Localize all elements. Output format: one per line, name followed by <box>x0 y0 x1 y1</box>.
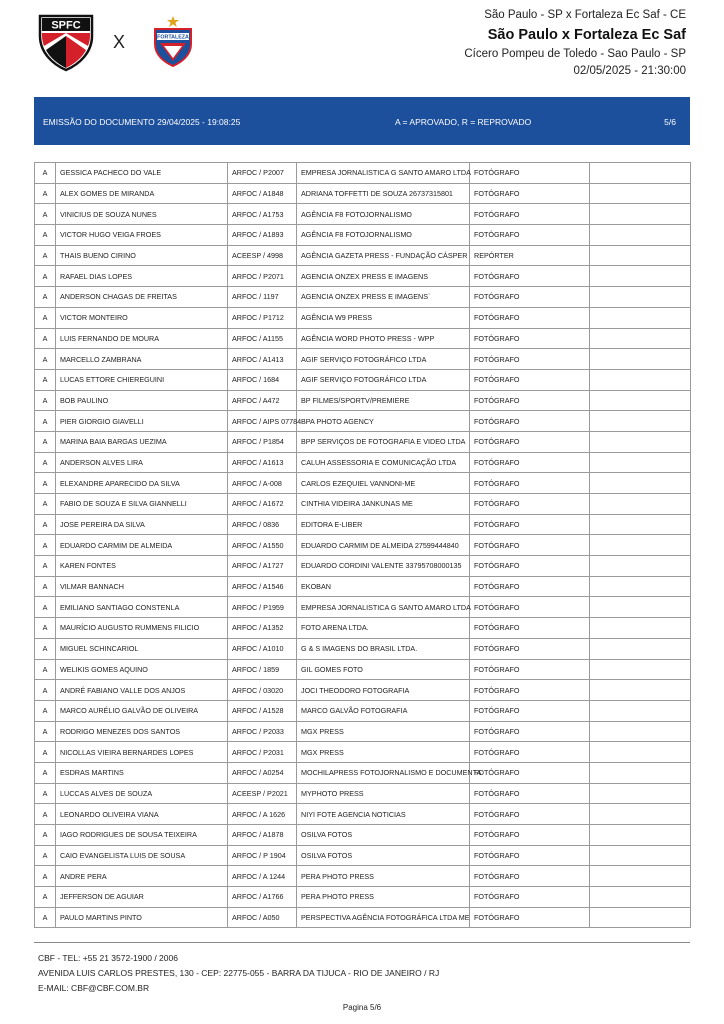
row-company: G & S IMAGENS DO BRASIL LTDA. <box>297 638 470 659</box>
row-name: PIER GIORGIO GIAVELLI <box>56 411 228 432</box>
row-company: BPP SERVIÇOS DE FOTOGRAFIA E VIDEO LTDA <box>297 431 470 452</box>
row-credential: ARFOC / A1155 <box>228 328 297 349</box>
match-subtitle: São Paulo - SP x Fortaleza Ec Saf - CE <box>484 9 686 21</box>
table-row <box>35 659 691 680</box>
row-company: MOCHILAPRESS FOTOJORNALISMO E DOCUMENTA <box>297 762 470 783</box>
row-company: PERA PHOTO PRESS <box>297 887 470 908</box>
row-role: REPÓRTER <box>470 245 590 266</box>
row-credential: ARFOC / A-008 <box>228 473 297 494</box>
row-role: FOTÓGRAFO <box>470 866 590 887</box>
table-row <box>35 369 691 390</box>
row-company: BPA PHOTO AGENCY <box>297 411 470 432</box>
row-role: FOTÓGRAFO <box>470 783 590 804</box>
row-status: A <box>35 556 56 577</box>
row-extra <box>590 390 691 411</box>
row-company: BP FILMES/SPORTV/PREMIERE <box>297 390 470 411</box>
row-name: EMILIANO SANTIAGO CONSTENLA <box>56 597 228 618</box>
fortaleza-crest-text: FORTALEZA <box>157 34 189 41</box>
row-role: FOTÓGRAFO <box>470 825 590 846</box>
table-row <box>35 762 691 783</box>
table-row <box>35 225 691 246</box>
row-role: FOTÓGRAFO <box>470 680 590 701</box>
row-company: NIYI FOTE AGENCIA NOTICIAS <box>297 804 470 825</box>
row-company: GIL GOMES FOTO <box>297 659 470 680</box>
row-status: A <box>35 742 56 763</box>
row-status: A <box>35 659 56 680</box>
row-status: A <box>35 804 56 825</box>
row-name: ALEX GOMES DE MIRANDA <box>56 183 228 204</box>
row-extra <box>590 431 691 452</box>
row-credential: ACEESP / P2021 <box>228 783 297 804</box>
row-role: FOTÓGRAFO <box>470 307 590 328</box>
row-company: EDUARDO CARMIM DE ALMEIDA 27599444840 <box>297 535 470 556</box>
row-extra <box>590 266 691 287</box>
row-role: FOTÓGRAFO <box>470 349 590 370</box>
row-extra <box>590 804 691 825</box>
row-name: THAIS BUENO CIRINO <box>56 245 228 266</box>
row-status: A <box>35 597 56 618</box>
row-role: FOTÓGRAFO <box>470 183 590 204</box>
row-status: A <box>35 721 56 742</box>
row-role: FOTÓGRAFO <box>470 431 590 452</box>
row-name: ANDRÉ FABIANO VALLE DOS ANJOS <box>56 680 228 701</box>
row-extra <box>590 742 691 763</box>
row-credential: ARFOC / A1613 <box>228 452 297 473</box>
row-name: LUIS FERNANDO DE MOURA <box>56 328 228 349</box>
row-name: ELEXANDRE APARECIDO DA SILVA <box>56 473 228 494</box>
row-extra <box>590 825 691 846</box>
row-company: CARLOS EZEQUIEL VANNONI-ME <box>297 473 470 494</box>
row-extra <box>590 680 691 701</box>
table-row <box>35 887 691 908</box>
row-role: FOTÓGRAFO <box>470 618 590 639</box>
row-role: FOTÓGRAFO <box>470 721 590 742</box>
table-row <box>35 638 691 659</box>
row-extra <box>590 721 691 742</box>
row-role: FOTÓGRAFO <box>470 804 590 825</box>
table-row <box>35 452 691 473</box>
row-extra <box>590 183 691 204</box>
row-role: FOTÓGRAFO <box>470 369 590 390</box>
row-status: A <box>35 183 56 204</box>
row-status: A <box>35 783 56 804</box>
row-name: GESSICA PACHECO DO VALE <box>56 163 228 184</box>
row-role: FOTÓGRAFO <box>470 638 590 659</box>
row-status: A <box>35 907 56 928</box>
status-legend: A = APROVADO, R = REPROVADO <box>395 117 532 127</box>
row-name: WELIKIS GOMES AQUINO <box>56 659 228 680</box>
row-status: A <box>35 245 56 266</box>
table-row <box>35 514 691 535</box>
row-name: RAFAEL DIAS LOPES <box>56 266 228 287</box>
row-name: NICOLLAS VIEIRA BERNARDES LOPES <box>56 742 228 763</box>
row-credential: ARFOC / A1893 <box>228 225 297 246</box>
table-row <box>35 680 691 701</box>
table-row <box>35 618 691 639</box>
row-name: VILMAR BANNACH <box>56 576 228 597</box>
row-credential: ARFOC / A1848 <box>228 183 297 204</box>
row-name: MARCELLO ZAMBRANA <box>56 349 228 370</box>
row-company: MGX PRESS <box>297 721 470 742</box>
row-role: FOTÓGRAFO <box>470 742 590 763</box>
table-row <box>35 349 691 370</box>
row-name: ESDRAS MARTINS <box>56 762 228 783</box>
spfc-crest-icon <box>36 14 96 72</box>
row-credential: ARFOC / P 1904 <box>228 845 297 866</box>
row-extra <box>590 700 691 721</box>
table-row <box>35 576 691 597</box>
row-company: EDUARDO CORDINI VALENTE 33795708000135 <box>297 556 470 577</box>
row-extra <box>590 535 691 556</box>
row-status: A <box>35 887 56 908</box>
row-credential: ARFOC / A1753 <box>228 204 297 225</box>
row-role: FOTÓGRAFO <box>470 266 590 287</box>
row-credential: ARFOC / P2033 <box>228 721 297 742</box>
row-credential: ARFOC / P2007 <box>228 163 297 184</box>
page-number: Pagina 5/6 <box>342 1003 382 1012</box>
row-company: PERA PHOTO PRESS <box>297 866 470 887</box>
row-extra <box>590 411 691 432</box>
row-role: FOTÓGRAFO <box>470 287 590 308</box>
credential-table <box>34 162 691 928</box>
table-row <box>35 597 691 618</box>
row-status: A <box>35 618 56 639</box>
row-name: CAIO EVANGELISTA LUIS DE SOUSA <box>56 845 228 866</box>
row-name: MIGUEL SCHINCARIOL <box>56 638 228 659</box>
row-status: A <box>35 431 56 452</box>
row-status: A <box>35 680 56 701</box>
row-status: A <box>35 369 56 390</box>
venue: Cícero Pompeu de Toledo - Sao Paulo - SP <box>464 48 686 60</box>
row-credential: ARFOC / P2071 <box>228 266 297 287</box>
row-credential: ARFOC / 1197 <box>228 287 297 308</box>
row-extra <box>590 349 691 370</box>
table-row <box>35 556 691 577</box>
row-status: A <box>35 845 56 866</box>
emission-date: EMISSÃO DO DOCUMENTO 29/04/2025 - 19:08:25 <box>43 117 241 127</box>
row-name: VICTOR HUGO VEIGA FROES <box>56 225 228 246</box>
footer-address: AVENIDA LUIS CARLOS PRESTES, 130 - CEP: 22775-055 - BARRA DA TIJUCA - RIO DE JANEIRO / RJ <box>38 968 440 978</box>
table-row <box>35 328 691 349</box>
footer-email: E-MAIL: CBF@CBF.COM.BR <box>38 983 150 993</box>
row-name: IAGO RODRIGUES DE SOUSA TEIXEIRA <box>56 825 228 846</box>
row-status: A <box>35 163 56 184</box>
row-role: FOTÓGRAFO <box>470 494 590 515</box>
table-row <box>35 535 691 556</box>
row-name: MARCO AURÉLIO GALVÃO DE OLIVEIRA <box>56 700 228 721</box>
table-row <box>35 804 691 825</box>
row-credential: ARFOC / A 1244 <box>228 866 297 887</box>
row-credential: ARFOC / A0254 <box>228 762 297 783</box>
row-company: EMPRESA JORNALISTICA G SANTO AMARO LTDA <box>297 597 470 618</box>
table-row <box>35 721 691 742</box>
row-status: A <box>35 328 56 349</box>
table-row <box>35 845 691 866</box>
row-role: FOTÓGRAFO <box>470 700 590 721</box>
row-credential: ARFOC / P1854 <box>228 431 297 452</box>
row-status: A <box>35 452 56 473</box>
row-credential: ARFOC / P2031 <box>228 742 297 763</box>
row-credential: ARFOC / 0836 <box>228 514 297 535</box>
row-role: FOTÓGRAFO <box>470 328 590 349</box>
row-status: A <box>35 225 56 246</box>
row-role: FOTÓGRAFO <box>470 452 590 473</box>
row-status: A <box>35 576 56 597</box>
row-company: AGÊNCIA F8 FOTOJORNALISMO <box>297 204 470 225</box>
row-role: FOTÓGRAFO <box>470 887 590 908</box>
spfc-crest-text: SPFC <box>51 19 81 32</box>
row-extra <box>590 597 691 618</box>
row-status: A <box>35 866 56 887</box>
row-company: AGENCIA ONZEX PRESS E IMAGENS <box>297 266 470 287</box>
footer-divider <box>34 942 690 943</box>
row-extra <box>590 494 691 515</box>
row-credential: ARFOC / A1546 <box>228 576 297 597</box>
row-extra <box>590 514 691 535</box>
row-status: A <box>35 390 56 411</box>
row-role: FOTÓGRAFO <box>470 514 590 535</box>
row-company: MARCO GALVÃO FOTOGRAFIA <box>297 700 470 721</box>
table-row <box>35 307 691 328</box>
row-role: FOTÓGRAFO <box>470 473 590 494</box>
row-name: LUCCAS ALVES DE SOUZA <box>56 783 228 804</box>
info-band <box>34 97 690 145</box>
row-credential: ARFOC / P1712 <box>228 307 297 328</box>
row-role: FOTÓGRAFO <box>470 845 590 866</box>
table-row <box>35 866 691 887</box>
row-role: FOTÓGRAFO <box>470 411 590 432</box>
row-company: JOCI THEODORO FOTOGRAFIA <box>297 680 470 701</box>
row-extra <box>590 887 691 908</box>
row-status: A <box>35 514 56 535</box>
row-credential: ARFOC / A1550 <box>228 535 297 556</box>
table-row <box>35 287 691 308</box>
table-row <box>35 825 691 846</box>
row-credential: ARFOC / A1878 <box>228 825 297 846</box>
row-name: KAREN FONTES <box>56 556 228 577</box>
row-credential: ARFOC / A472 <box>228 390 297 411</box>
credential-table-body <box>35 163 691 928</box>
row-credential: ARFOC / A1010 <box>228 638 297 659</box>
table-row <box>35 494 691 515</box>
row-company: AGÊNCIA W9 PRESS <box>297 307 470 328</box>
row-extra <box>590 845 691 866</box>
row-status: A <box>35 762 56 783</box>
row-role: FOTÓGRAFO <box>470 762 590 783</box>
row-extra <box>590 204 691 225</box>
row-company: OSILVA FOTOS <box>297 845 470 866</box>
row-company: AGIF SERVIÇO FOTOGRÁFICO LTDA <box>297 349 470 370</box>
table-row <box>35 183 691 204</box>
row-company: EDITORA E-LIBER <box>297 514 470 535</box>
row-credential: ARFOC / A1766 <box>228 887 297 908</box>
row-role: FOTÓGRAFO <box>470 390 590 411</box>
row-name: RODRIGO MENEZES DOS SANTOS <box>56 721 228 742</box>
row-credential: ARFOC / A1528 <box>228 700 297 721</box>
row-company: MGX PRESS <box>297 742 470 763</box>
row-status: A <box>35 307 56 328</box>
row-status: A <box>35 473 56 494</box>
row-credential: ARFOC / P1959 <box>228 597 297 618</box>
row-company: PERSPECTIVA AGÊNCIA FOTOGRÁFICA LTDA ME <box>297 907 470 928</box>
row-extra <box>590 576 691 597</box>
row-credential: ARFOC / AIPS 07784 <box>228 411 297 432</box>
row-credential: ARFOC / 1684 <box>228 369 297 390</box>
row-company: CALUH ASSESSORIA E COMUNICAÇÃO LTDA <box>297 452 470 473</box>
row-name: JEFFERSON DE AGUIAR <box>56 887 228 908</box>
row-name: VICTOR MONTEIRO <box>56 307 228 328</box>
row-status: A <box>35 700 56 721</box>
page-indicator: 5/6 <box>664 117 676 127</box>
row-role: FOTÓGRAFO <box>470 907 590 928</box>
row-credential: ARFOC / A1413 <box>228 349 297 370</box>
table-row <box>35 163 691 184</box>
row-extra <box>590 556 691 577</box>
row-company: AGÊNCIA F8 FOTOJORNALISMO <box>297 225 470 246</box>
versus-label: X <box>113 32 126 52</box>
footer-phone: CBF - TEL: +55 21 3572-1900 / 2006 <box>38 953 178 963</box>
row-extra <box>590 783 691 804</box>
row-company: MYPHOTO PRESS <box>297 783 470 804</box>
table-row <box>35 411 691 432</box>
row-extra <box>590 659 691 680</box>
row-name: ANDERSON CHAGAS DE FREITAS <box>56 287 228 308</box>
row-company: FOTO ARENA LTDA. <box>297 618 470 639</box>
row-extra <box>590 866 691 887</box>
table-row <box>35 245 691 266</box>
row-extra <box>590 225 691 246</box>
row-credential: ARFOC / A 1626 <box>228 804 297 825</box>
row-extra <box>590 328 691 349</box>
row-name: BOB PAULINO <box>56 390 228 411</box>
row-role: FOTÓGRAFO <box>470 597 590 618</box>
row-status: A <box>35 535 56 556</box>
row-company: AGIF SERVIÇO FOTOGRÁFICO LTDA <box>297 369 470 390</box>
row-status: A <box>35 411 56 432</box>
row-role: FOTÓGRAFO <box>470 556 590 577</box>
row-role: FOTÓGRAFO <box>470 204 590 225</box>
row-company: AGENCIA ONZEX PRESS E IMAGENS` <box>297 287 470 308</box>
row-credential: ARFOC / A1352 <box>228 618 297 639</box>
row-name: VINICIUS DE SOUZA NUNES <box>56 204 228 225</box>
row-name: LEONARDO OLIVEIRA VIANA <box>56 804 228 825</box>
match-title: São Paulo x Fortaleza Ec Saf <box>487 27 686 43</box>
row-status: A <box>35 287 56 308</box>
row-extra <box>590 452 691 473</box>
row-role: FOTÓGRAFO <box>470 576 590 597</box>
row-extra <box>590 163 691 184</box>
table-row <box>35 431 691 452</box>
row-company: EKOBAN <box>297 576 470 597</box>
row-company: AGÊNCIA GAZETA PRESS - FUNDAÇÃO CÁSPER <box>297 245 470 266</box>
row-status: A <box>35 266 56 287</box>
row-name: ANDRE PERA <box>56 866 228 887</box>
match-datetime: 02/05/2025 - 21:30:00 <box>573 65 686 77</box>
row-role: FOTÓGRAFO <box>470 163 590 184</box>
row-extra <box>590 638 691 659</box>
row-status: A <box>35 825 56 846</box>
row-credential: ARFOC / 1859 <box>228 659 297 680</box>
row-extra <box>590 287 691 308</box>
table-row <box>35 742 691 763</box>
row-name: PAULO MARTINS PINTO <box>56 907 228 928</box>
row-role: FOTÓGRAFO <box>470 225 590 246</box>
row-name: EDUARDO CARMIM DE ALMEIDA <box>56 535 228 556</box>
row-credential: ARFOC / 03020 <box>228 680 297 701</box>
row-extra <box>590 473 691 494</box>
row-company: ADRIANA TOFFETTI DE SOUZA 26737315801 <box>297 183 470 204</box>
row-credential: ACEESP / 4998 <box>228 245 297 266</box>
row-extra <box>590 907 691 928</box>
table-row <box>35 783 691 804</box>
row-name: MARINA BAIA BARGAS UEZIMA <box>56 431 228 452</box>
table-row <box>35 204 691 225</box>
row-name: LUCAS ETTORE CHIEREGUINI <box>56 369 228 390</box>
row-name: ANDERSON ALVES LIRA <box>56 452 228 473</box>
row-role: FOTÓGRAFO <box>470 659 590 680</box>
row-name: MAURÍCIO AUGUSTO RUMMENS FILICIO <box>56 618 228 639</box>
row-company: AGÊNCIA WORD PHOTO PRESS - WPP <box>297 328 470 349</box>
row-status: A <box>35 494 56 515</box>
row-status: A <box>35 204 56 225</box>
table-row <box>35 700 691 721</box>
row-credential: ARFOC / A050 <box>228 907 297 928</box>
table-row <box>35 390 691 411</box>
row-extra <box>590 762 691 783</box>
row-name: FABIO DE SOUZA E SILVA GIANNELLI <box>56 494 228 515</box>
table-row <box>35 266 691 287</box>
row-name: JOSE PEREIRA DA SILVA <box>56 514 228 535</box>
row-company: EMPRESA JORNALISTICA G SANTO AMARO LTDA <box>297 163 470 184</box>
row-credential: ARFOC / A1727 <box>228 556 297 577</box>
fortaleza-crest-icon <box>152 16 194 68</box>
row-extra <box>590 307 691 328</box>
row-extra <box>590 245 691 266</box>
row-company: OSILVA FOTOS <box>297 825 470 846</box>
row-credential: ARFOC / A1672 <box>228 494 297 515</box>
row-role: FOTÓGRAFO <box>470 535 590 556</box>
row-status: A <box>35 638 56 659</box>
row-status: A <box>35 349 56 370</box>
table-row <box>35 473 691 494</box>
row-extra <box>590 369 691 390</box>
row-company: CINTHIA VIDEIRA JANKUNAS ME <box>297 494 470 515</box>
row-extra <box>590 618 691 639</box>
table-row <box>35 907 691 928</box>
